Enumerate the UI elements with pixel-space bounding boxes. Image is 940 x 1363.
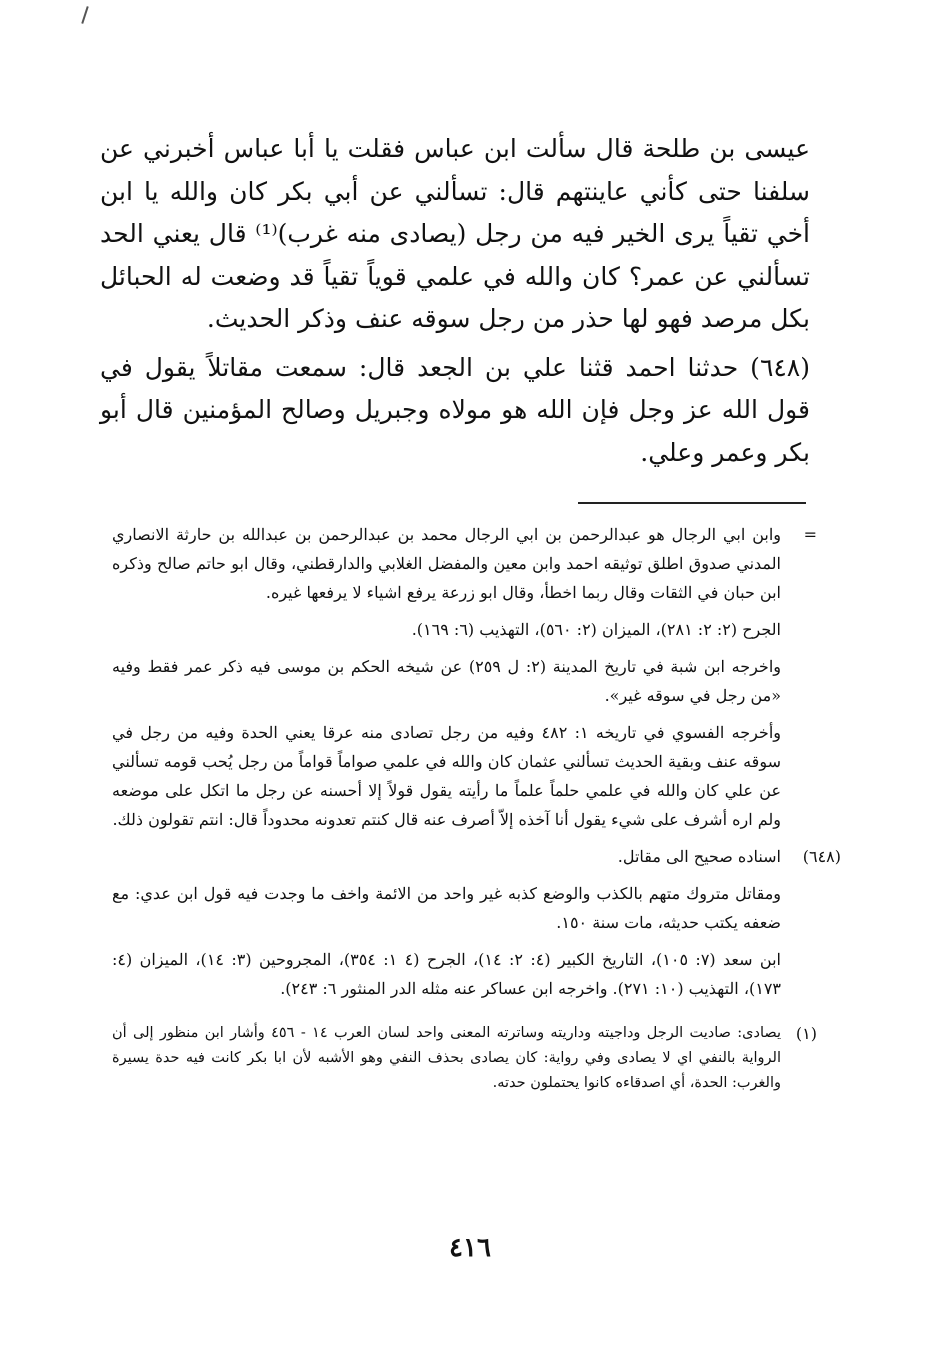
note-continuation-4: [112, 718, 817, 834]
note-648-2: [112, 879, 817, 937]
note-648-mark: (٦٤٨): [802, 847, 841, 866]
note-continuation-1: [112, 520, 817, 607]
note-continuation-3: [112, 652, 817, 710]
footnote-1-mark: (١): [795, 1024, 817, 1043]
main-text: [100, 128, 810, 474]
note-text: وأخرجه الفسوي في تاريخه ١: ٤٨٢ وفيه من رجل تصادى منه عرقا يعني الحدة وفيه من رجل في سوقه عنف وبقية الحديث تسألني عثمان كان والله في علمي صواماً قواماً من رجل يُحب قومه تسألني عن علي كان والله في علمي حلماً علماً ما رأيته يقول قولاً إلا أحسنه عن رجل ما اتكل على موضعه ولم اره أشرف على شيء يقول أنا آخذه إلاّ أصرف عنه قال كنتم تعدونه محدوداً قال: انتم تقولون ذلك.: [112, 723, 782, 829]
footnote-separator: [578, 502, 806, 504]
note-text: وابن ابي الرجال هو عبدالرحمن بن ابي الرجال محمد بن عبدالرحمن بن عبدالله بن حارثة الانصاري المدني صدوق اطلق توثيقه احمد وابن معين والمفضل الغلابي والدارقطني، وقال ابو حاتم صالح وذكره ابن حبان في الثقات وقال ربما اخطأ، وقال ابو زرعة يرفع اشياء لا يرفعها غيره.: [112, 525, 781, 602]
note-text: ومقاتل متروك متهم بالكذب والوضع كذبه غير واحد من الائمة واخف ما وجدت فيه قول ابن عدي: مع ضعفه يكتب حديثه، مات سنة ١٥٠.: [112, 884, 782, 932]
footnote-1: [112, 1021, 817, 1096]
note-648-3: [112, 945, 817, 1003]
footnotes: [112, 520, 841, 1104]
main-paragraph-2: (٦٤٨) حدثنا احمد قثنا علي بن الجعد قال: سمعت مقاتلاً يقول في قول الله عز وجل فإن الله هو مولاه وجبريل وصالح المؤمنين قال أبو بكر وعمر وعلي.: [100, 352, 810, 467]
note-continuation-2: [112, 615, 817, 644]
page-number: ٤١٦: [449, 1233, 491, 1263]
note-text: يصادى: صاديت الرجل وداجيته وداريته وساترته المعنى واحد لسان العرب ١٤ - ٤٥٦ وأشار ابن منظور إلى أن الرواية بالنفي اي لا يصادى وفي رواية: كان يصادى بحذف النفي وهو الأشبه لأن ابا بكر كانت فيه حدة يسيرة والغرب: الحدة، أي اصدقاءه كانوا يحتملون حدته.: [112, 1025, 781, 1091]
note-text: الجرح (٢: ٢: ٢٨١)، الميزان (٢: ٥٦٠)، التهذيب (٦: ١٦٩).: [411, 620, 781, 639]
note-648-1: [112, 842, 841, 871]
main-paragraph-1: عيسى بن طلحة قال سألت ابن عباس فقلت يا أبا عباس أخبرني عن سلفنا حتى كأني عاينتهم قال: تسألني عن أبي بكر كان والله يا ابن أخي تقياً يرى الخير فيه من رجل (يصادى منه غرب)⁽¹⁾ قال يعني الحد تسألني عن عمر؟ كان والله في علمي قوياً تقياً قد وضعت له الحبائل بكل مرصد فهو لها حذر من رجل سوقه عنف وذكر الحديث.: [100, 134, 811, 333]
note-text: اسناده صحيح الى مقاتل.: [617, 847, 781, 866]
scan-mark: [81, 6, 88, 24]
note-text: ابن سعد (٧: ١٠٥)، التاريخ الكبير (٤: ٢: ١٤)، الجرح (٤ ١: ٣٥٤)، المجروحين (٣: ١٤)، الميزان (٤: ١٧٣)، التهذيب (١٠: ٢٧١). واخرجه ابن عساكر عنه مثله الدر المنثور ٦: ٢٤٣).: [112, 950, 781, 998]
continuation-mark: =: [803, 525, 817, 544]
note-text: واخرجه ابن شبة في تاريخ المدينة (٢: ل ٢٥٩) عن شيخه الحكم بن موسى فيه ذكر عمر فقط وفيه «من رجل في سوقه غير».: [112, 657, 781, 705]
